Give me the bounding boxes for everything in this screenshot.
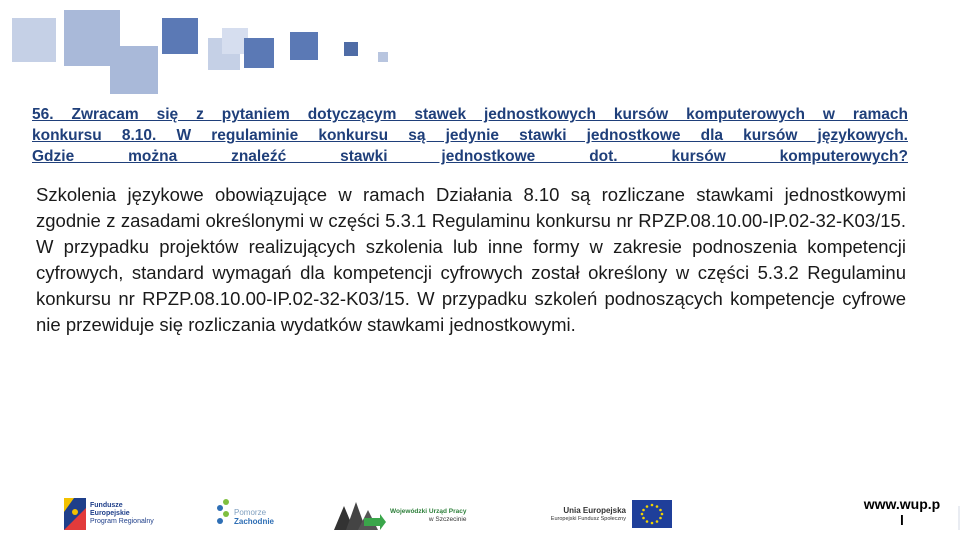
url-line: l <box>900 512 904 528</box>
fe-logo-line: Europejskie <box>90 510 130 517</box>
wup-logo-line: Wojewódzki Urząd Pracy <box>390 508 467 515</box>
answer-paragraph: Szkolenia językowe obowiązujące w ramach Działania 8.10 są rozliczane stawkami jednostkowymi zgodnie z zasadami określonymi w części 5.3.1 Regulaminu konkursu nr RPZP.08.10.00-IP.02-32-K03/15. W przypadku projektów realizujących szkolenia lub inne formy w zakresie podnoszenia kompetencji cyfrowych, standard wymagań dla kompetencji cyfrowych został określony w części 5.3.2 Regulaminu konkursu nr RPZP.08.10.00-IP.02-32-K03/15. W przypadku szkoleń podnoszących kompetencje cyfrowe nie przewiduje się rozliczania wydatków stawkami jednostkowymi. <box>36 184 906 335</box>
fe-logo-line: Fundusze <box>90 502 123 509</box>
eu-flag-icon <box>632 500 672 528</box>
deco-square <box>12 18 56 62</box>
ue-logo-line: Europejski Fundusz Społeczny <box>550 516 626 522</box>
fe-logo-line: Program Regionalny <box>90 518 154 525</box>
wup-logo-line: w Szczecinie <box>428 516 467 523</box>
deco-square <box>378 52 388 62</box>
pomorze-logo-line: Pomorze <box>234 508 267 517</box>
ue-logo <box>540 500 680 530</box>
pomorze-icon <box>214 498 232 526</box>
fe-emblem-icon <box>64 498 86 530</box>
ue-logo-line: Unia Europejska <box>563 506 626 515</box>
question-line: 56. Zwracam się z pytaniem dotyczącym stawek jednostkowych kursów komputerowych w ramach <box>32 106 908 123</box>
footer-logos <box>0 490 960 540</box>
deco-square <box>244 38 274 68</box>
deco-square <box>162 18 198 54</box>
wup-logo <box>334 498 484 530</box>
fe-logo <box>64 496 174 532</box>
deco-square <box>290 32 318 60</box>
url-line: www.wup.p <box>863 496 941 512</box>
pomorze-logo <box>214 498 284 530</box>
question-line: konkursu 8.10. W regulaminie konkursu są jedynie stawki jednostkowe dla kursów językowych. <box>32 127 908 144</box>
question-heading <box>32 104 908 167</box>
question-line: Gdzie można znaleźć stawki jednostkowe dot. kursów komputerowych? <box>32 148 908 165</box>
website-url[interactable] <box>846 496 958 532</box>
deco-square <box>344 42 358 56</box>
pomorze-logo-line: Zachodnie <box>234 517 275 526</box>
deco-square <box>110 46 158 94</box>
wup-emblem-icon <box>334 498 386 530</box>
